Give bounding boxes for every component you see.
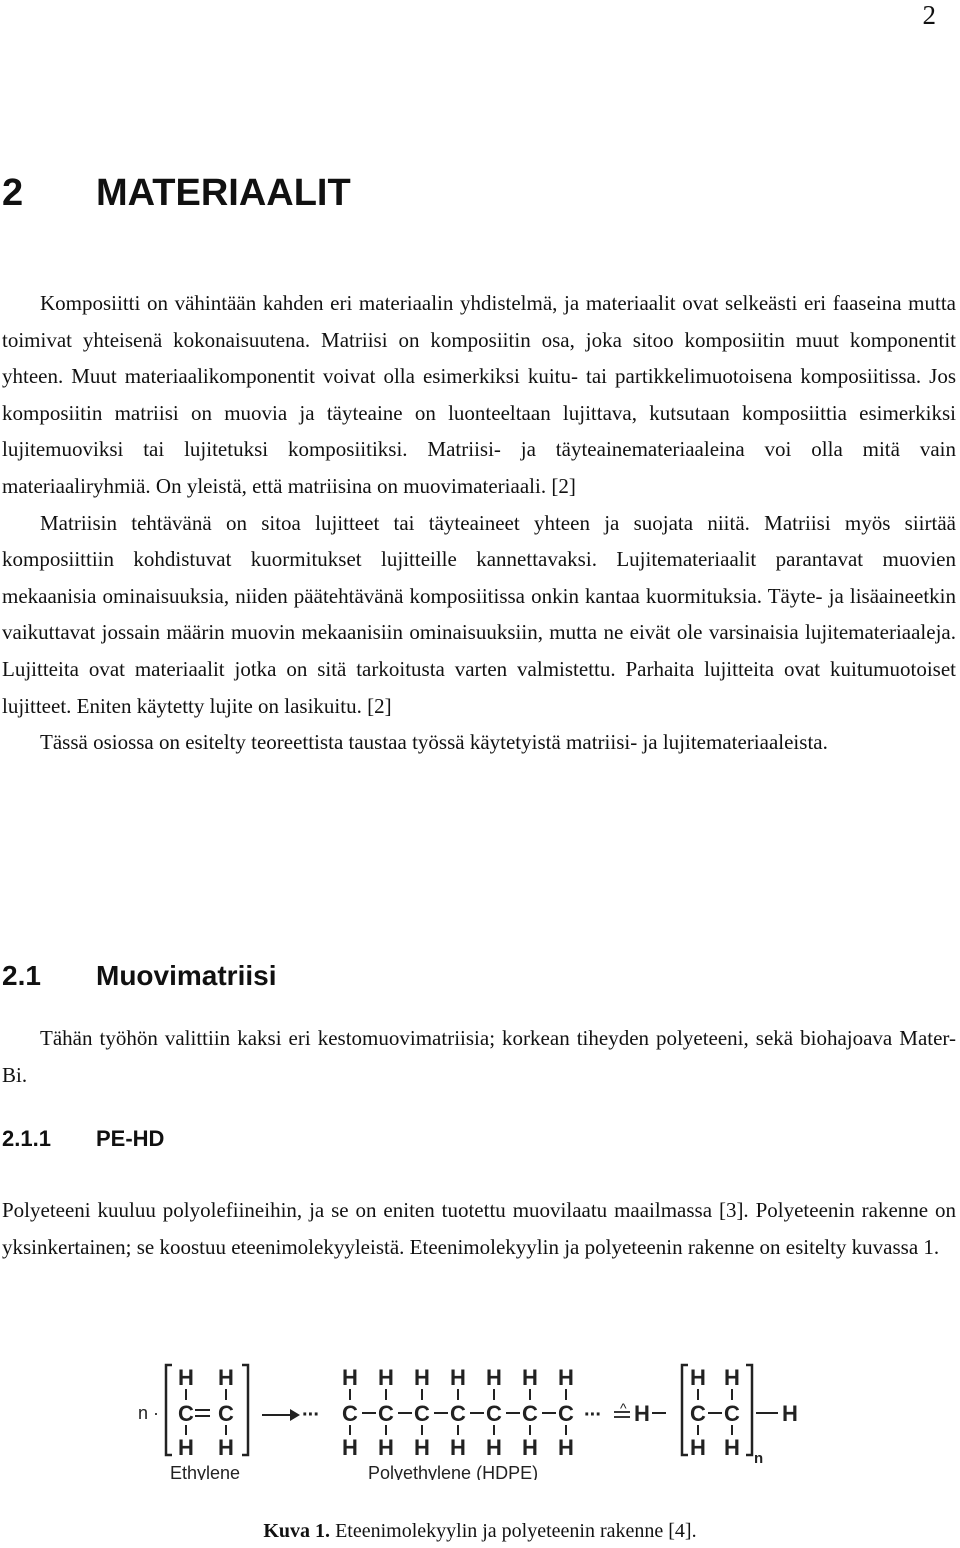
chain-hydrogen-top-5: H xyxy=(486,1365,502,1390)
chain-carbon-5: C xyxy=(486,1401,502,1426)
subsection-title: PE-HD xyxy=(96,1126,165,1151)
section-number: 2.1 xyxy=(2,960,41,991)
polyethylene-label: Polyethylene (HDPE) xyxy=(368,1463,539,1480)
chapter-title: MATERIAALIT xyxy=(96,172,351,214)
chemical-structure-diagram xyxy=(130,1355,830,1480)
chain-carbon-2: C xyxy=(378,1401,394,1426)
caption-label: Kuva 1. xyxy=(263,1520,331,1542)
section-heading xyxy=(2,960,276,992)
repeat-c-left: C xyxy=(690,1401,706,1426)
paragraph-composite-definition: Komposiitti on vähintään kahden eri materiaalin yhdistelmä, ja materiaalit ovat selkeästi eri faaseina mutta toimivat yhteisenä kokonaisuutena. Matriisi on komposiitin osa, joka sitoo komposiitin muut komponentit yhteen. Muut materiaalikomponentit voivat olla esimerkiksi kuitu- tai partikkelimuotoisena komposiitissa. Jos komposiitin matriisi on muovia ja täyteaine on luonteeltaan lujittava, kutsutaan komposiittia esimerkiksi lujitemuoviksi tai lujitetuksi komposiitiksi. Matriisi- ja täyteainemateriaaleina voi olla mitä vain materiaaliryhmiä. On yleistä, että matriisina on muovimateriaali. [2] xyxy=(2,291,956,498)
svg-text:^: ^ xyxy=(620,1400,627,1416)
chain-carbon-6: C xyxy=(522,1401,538,1426)
chain-hydrogen-bottom-2: H xyxy=(378,1435,394,1460)
chain-hydrogen-top-6: H xyxy=(522,1365,538,1390)
paragraph-matrix-choice: Tähän työhön valittiin kaksi eri kestomuovimatriisia; korkean tiheyden polyeteeni, sekä biohajoava Mater-Bi. xyxy=(2,1026,956,1087)
chain-carbon-7: C xyxy=(558,1401,574,1426)
repeat-h-bottom-right: H xyxy=(724,1435,740,1460)
repeat-h-top-left: H xyxy=(690,1365,706,1390)
chain-carbon-1: C xyxy=(342,1401,358,1426)
n-prefix: n · xyxy=(138,1403,160,1423)
ethylene-h-top-left: H xyxy=(178,1365,194,1390)
repeat-n-subscript: n xyxy=(754,1450,764,1467)
paragraph-section-overview: Tässä osiossa on esitelty teoreettista taustaa työssä käytetyistä matriisi- ja lujitemateriaaleista. xyxy=(40,730,828,755)
repeat-h-bottom-left: H xyxy=(690,1435,706,1460)
chapter-number: 2 xyxy=(2,172,24,214)
repeat-h-right: H xyxy=(782,1401,798,1426)
subsection-number: 2.1.1 xyxy=(2,1126,51,1151)
repeat-c-right: C xyxy=(724,1401,740,1426)
chain-hydrogen-bottom-6: H xyxy=(522,1435,538,1460)
subsection-heading xyxy=(2,1126,164,1152)
ethylene-polyethylene-figure xyxy=(130,1355,830,1480)
chain-hydrogen-bottom-1: H xyxy=(342,1435,358,1460)
ethylene-h-bottom-left: H xyxy=(178,1435,194,1460)
caption-text: Eteenimolekyylin ja polyeteenin rakenne [4]. xyxy=(330,1520,697,1542)
ethylene-label: Ethylene xyxy=(170,1463,241,1480)
section-intro-text xyxy=(2,285,956,761)
section-matrix-text xyxy=(2,1020,956,1093)
ethylene-c-left: C xyxy=(178,1401,194,1426)
chain-hydrogen-top-2: H xyxy=(378,1365,394,1390)
repeat-h-top-right: H xyxy=(724,1365,740,1390)
svg-text:···: ··· xyxy=(584,1404,601,1426)
figure-caption xyxy=(0,1520,960,1543)
chain-carbon-3: C xyxy=(414,1401,430,1426)
paragraph-polyethylene: Polyeteeni kuuluu polyolefiineihin, ja se on eniten tuotettu muovilaatu maailmassa [3]. Polyeteenin rakenne on yksinkertainen; se koostuu eteenimolekyyleistä. Eteenimolekyylin ja polyeteenin rakenne on esitelty kuvassa 1. xyxy=(2,1198,956,1259)
paragraph-matrix-function: Matriisin tehtävänä on sitoa lujitteet tai täyteaineet yhteen ja suojata niitä. Matriisi myös siirtää komposiittiin kohdistuvat kuormitukset lujitteille kannettavaksi. Lujitemateriaalit parantavat muovien mekaanisia ominaisuuksia, niiden päätehtävänä komposiitissa onkin kantaa kuormituksia. Täyte- ja lisäaineetkin vaikuttavat jossain määrin muovin mekaanisiin ominaisuuksiin, mutta ne eivät ole varsinaisia lujitemateriaaleja. Lujitteita ovat materiaalit jotka on sitä tarkoitusta varten valmistettu. Parhaita lujitteita ovat kuitumuotoiset lujitteet. Eniten käytetty lujite on lasikuitu. [2] xyxy=(2,510,956,718)
chain-hydrogen-bottom-5: H xyxy=(486,1435,502,1460)
ethylene-c-right: C xyxy=(218,1401,234,1426)
ethylene-h-top-right: H xyxy=(218,1365,234,1390)
repeat-h-left: H xyxy=(634,1401,650,1426)
page-number: 2 xyxy=(922,0,936,30)
chain-hydrogen-bottom-4: H xyxy=(450,1435,466,1460)
svg-text:···: ··· xyxy=(302,1404,319,1426)
chain-hydrogen-top-4: H xyxy=(450,1365,466,1390)
chain-hydrogen-top-1: H xyxy=(342,1365,358,1390)
chain-hydrogen-bottom-7: H xyxy=(558,1435,574,1460)
section-title: Muovimatriisi xyxy=(96,960,277,991)
section-pehd-text xyxy=(2,1192,956,1265)
chain-hydrogen-top-7: H xyxy=(558,1365,574,1390)
chain-hydrogen-top-3: H xyxy=(414,1365,430,1390)
chain-hydrogen-bottom-3: H xyxy=(414,1435,430,1460)
chapter-heading xyxy=(2,172,351,215)
ethylene-h-bottom-right: H xyxy=(218,1435,234,1460)
chain-carbon-4: C xyxy=(450,1401,466,1426)
